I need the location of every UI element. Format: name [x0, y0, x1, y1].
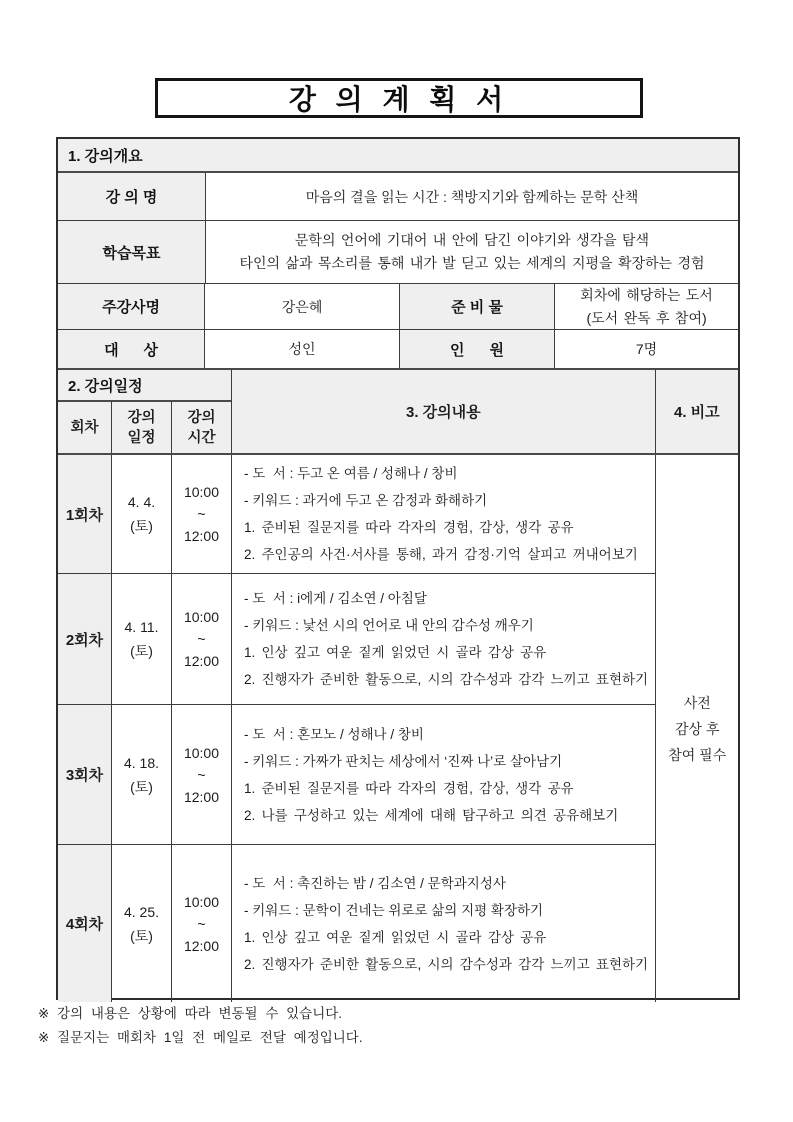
- instructor-name: 강은혜: [281, 298, 323, 315]
- objective-line2: 타인의 삶과 목소리를 통해 내가 발 딛고 있는 세계의 지평을 확장하는 경험: [239, 255, 705, 271]
- content-line: 2. 주인공의 사건·서사를 통해, 과거 감정·기억 살피고 꺼내어보기: [244, 547, 638, 562]
- lecture-plan-table: [56, 137, 740, 1000]
- course-name-value: 마음의 결을 읽는 시간 : 책방지기와 함께하는 문학 산책: [305, 188, 639, 205]
- target-value-cell: [205, 330, 400, 368]
- schedule-rows: [58, 455, 655, 1002]
- course-name-row: [58, 173, 738, 221]
- target-label: 대 상: [104, 341, 159, 359]
- date-line1: 4. 25.: [123, 903, 160, 920]
- materials-value-cell: [555, 284, 738, 329]
- materials-line1: 회차에 해당하는 도서: [580, 286, 713, 303]
- time-end: 12:00: [183, 937, 220, 954]
- time-tilde: ~: [197, 766, 206, 783]
- content-line: - 키워드 : 과거에 두고 온 감정과 화해하기: [244, 493, 488, 508]
- date-line2: (토): [130, 778, 153, 795]
- time-start: 10:00: [183, 484, 220, 500]
- time-cell: [172, 705, 232, 844]
- schedule-row-2: [58, 574, 655, 705]
- content-line: 1. 인상 깊고 여운 짙게 읽었던 시 골라 감상 공유: [244, 645, 547, 660]
- document-title-box: [155, 78, 643, 118]
- content-column-header: [232, 370, 656, 453]
- time-end: 12:00: [183, 788, 220, 805]
- session-value: 1회차: [65, 506, 104, 524]
- schedule-row-3: [58, 705, 655, 845]
- content-header-label: 3. 강의내용: [406, 404, 481, 421]
- time-start: 10:00: [183, 609, 220, 625]
- headcount-value: 7명: [635, 341, 658, 357]
- col-time-line2: 시간: [187, 429, 216, 446]
- date-cell: [112, 455, 172, 573]
- target-label-cell: [58, 330, 205, 368]
- col-date-line1: 강의: [127, 409, 156, 426]
- content-line: - 키워드 : 낯선 시의 언어로 내 안의 감수성 깨우기: [244, 618, 534, 633]
- content-line: 2. 진행자가 준비한 활동으로, 시의 감수성과 감각 느끼고 표현하기: [244, 956, 649, 972]
- schedule-row-1: [58, 455, 655, 574]
- date-cell: [112, 705, 172, 844]
- date-line2: (토): [130, 927, 153, 944]
- instructor-label-cell: [58, 284, 205, 329]
- remarks-line1: 사전: [683, 694, 711, 711]
- session-cell: [58, 845, 112, 1002]
- time-cell: [172, 574, 232, 704]
- schedule-header-left: [58, 370, 232, 453]
- time-cell: [172, 455, 232, 573]
- target-value: 성인: [288, 341, 316, 357]
- content-line: - 키워드 : 가짜가 판치는 세상에서 ‘진짜 나’로 살아남기: [244, 753, 563, 769]
- content-line: - 도 서 : 혼모노 / 성해나 / 창비: [244, 726, 424, 742]
- headcount-label: 인 원: [450, 341, 505, 359]
- target-row: [58, 330, 738, 370]
- objective-line1: 문학의 언어에 기대어 내 안에 담긴 이야기와 생각을 탐색: [294, 232, 650, 248]
- objective-row: [58, 221, 738, 284]
- content-line: - 도 서 : 촉진하는 밤 / 김소연 / 문학과지성사: [244, 875, 506, 891]
- time-tilde: ~: [197, 915, 206, 932]
- document-title: 강 의 계 획 서: [288, 84, 510, 115]
- content-line: 2. 진행자가 준비한 활동으로, 시의 감수성과 감각 느끼고 표현하기: [244, 672, 649, 687]
- content-cell: [232, 705, 655, 844]
- col-date-line2: 일정: [127, 429, 156, 446]
- content-line: 1. 준비된 질문지를 따라 각자의 경험, 감상, 생각 공유: [244, 520, 574, 535]
- col-time-line1: 강의: [187, 409, 216, 426]
- session-value: 2회차: [65, 631, 104, 649]
- time-tilde: ~: [197, 631, 206, 647]
- content-cell: [232, 574, 655, 704]
- time-cell: [172, 845, 232, 1002]
- course-name-label: 강 의 명: [105, 189, 158, 206]
- date-line1: 4. 11.: [124, 619, 159, 635]
- remarks-line2: 감상 후: [675, 720, 720, 737]
- time-end: 12:00: [183, 528, 220, 544]
- col-header-time: [172, 402, 231, 453]
- content-cell: [232, 845, 655, 1002]
- headcount-value-cell: [555, 330, 738, 368]
- instructor-row: [58, 284, 738, 330]
- objective-label-cell: [58, 221, 206, 283]
- time-tilde: ~: [197, 506, 206, 522]
- col-header-date: [112, 402, 172, 453]
- content-line: - 도 서 : 두고 온 여름 / 성해나 / 창비: [244, 466, 458, 481]
- date-cell: [112, 574, 172, 704]
- course-name-label-cell: [58, 173, 206, 220]
- footer-notes: [38, 1002, 363, 1049]
- instructor-label: 주강사명: [102, 299, 161, 316]
- col-header-session: [58, 402, 112, 453]
- session-cell: [58, 574, 112, 704]
- content-line: 1. 인상 깊고 여운 짙게 읽었던 시 골라 감상 공유: [244, 929, 547, 945]
- date-cell: [112, 845, 172, 1002]
- materials-label-cell: [400, 284, 555, 329]
- session-cell: [58, 455, 112, 573]
- date-line2: (토): [130, 643, 153, 659]
- content-line: - 도 서 : i에게 / 김소연 / 아침달: [244, 591, 427, 606]
- date-line1: 4. 4.: [127, 494, 156, 510]
- date-line1: 4. 18.: [123, 754, 160, 771]
- objective-value-cell: [206, 221, 738, 283]
- materials-label: 준 비 물: [451, 299, 503, 316]
- col-session-label: 회차: [70, 419, 99, 436]
- content-cell: [232, 455, 655, 573]
- date-line2: (토): [130, 518, 153, 534]
- instructor-value-cell: [205, 284, 400, 329]
- objective-label: 학습목표: [102, 244, 161, 262]
- note-questionnaire-mail: ※ 질문지는 매회차 1일 전 메일로 전달 예정입니다.: [38, 1029, 363, 1045]
- time-start: 10:00: [183, 893, 220, 910]
- session-value: 3회차: [65, 767, 104, 784]
- remarks-line3: 참여 필수: [668, 746, 727, 763]
- remarks-merged-cell: [655, 455, 738, 1002]
- schedule-row-4: [58, 845, 655, 1002]
- content-line: - 키워드 : 문학이 건네는 위로로 삶의 지평 확장하기: [244, 902, 544, 918]
- session-value: 4회차: [65, 916, 104, 933]
- remarks-header-label: 4. 비고: [673, 404, 720, 421]
- course-name-value-cell: [206, 173, 738, 220]
- overview-section-label: 1. 강의개요: [68, 147, 143, 165]
- content-line: 1. 준비된 질문지를 따라 각자의 경험, 감상, 생각 공유: [244, 780, 574, 796]
- headcount-label-cell: [400, 330, 555, 368]
- time-start: 10:00: [183, 744, 220, 761]
- session-cell: [58, 705, 112, 844]
- schedule-header-block: [58, 370, 738, 455]
- content-line: 2. 나를 구성하고 있는 세계에 대해 탐구하고 의견 공유해보기: [244, 807, 619, 823]
- time-end: 12:00: [183, 653, 220, 669]
- materials-line2: (도서 완독 후 참여): [586, 309, 707, 326]
- schedule-section-label: 2. 강의일정: [68, 377, 143, 395]
- overview-section-header: [58, 139, 738, 173]
- schedule-column-headers: [58, 402, 231, 453]
- schedule-section-header: [58, 370, 231, 402]
- remarks-column-header: [656, 370, 738, 453]
- note-content-change: ※ 강의 내용은 상황에 따라 변동될 수 있습니다.: [38, 1006, 343, 1021]
- schedule-body: [58, 455, 738, 1002]
